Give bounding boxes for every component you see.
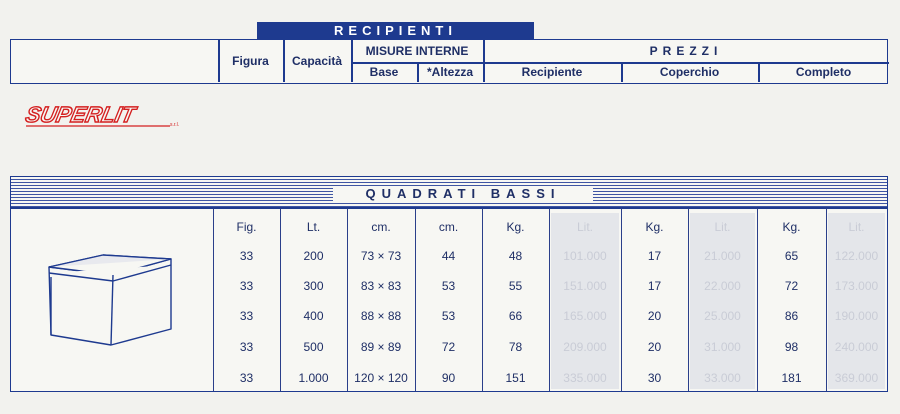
- table-cell: 20: [647, 340, 662, 354]
- header-coperchio: Coperchio: [659, 65, 720, 79]
- table-cell: 83 × 83: [360, 279, 402, 293]
- column-header: Kg.: [782, 220, 801, 234]
- header-capacita: Capacità: [291, 54, 343, 68]
- faded-price-column: [828, 213, 885, 389]
- table-cell: 44: [441, 249, 456, 263]
- table-cell: 72: [784, 279, 799, 293]
- table-cell: 33: [239, 309, 254, 323]
- column-header: cm.: [371, 220, 391, 234]
- table-cell: 209.000: [563, 340, 607, 354]
- table-cell: 90: [441, 371, 456, 385]
- table-cell: 33: [239, 340, 254, 354]
- column-header: Kg.: [645, 220, 664, 234]
- table-cell: 53: [441, 279, 456, 293]
- header-base: Base: [369, 65, 399, 79]
- table-cell: 369.000: [834, 371, 879, 385]
- table-cell: 98: [784, 340, 799, 354]
- table-cell: 65: [784, 249, 799, 263]
- table-cell: 240.000: [834, 340, 879, 354]
- table-cell: 400: [303, 309, 324, 323]
- table-cell: 25.000: [704, 309, 741, 323]
- table-cell: 151.000: [563, 279, 607, 293]
- column-header: Lit.: [848, 220, 865, 234]
- table-cell: 17: [647, 279, 662, 293]
- superlit-logo: [20, 96, 190, 132]
- faded-price-column: [551, 213, 619, 389]
- table-cell: 300: [303, 279, 324, 293]
- column-header: cm.: [438, 220, 459, 234]
- logo-wordmark: SUPERLIT: [23, 102, 138, 127]
- header-completo: Completo: [795, 65, 852, 79]
- table-cell: 73 × 73: [360, 249, 402, 263]
- table-cell: 20: [647, 309, 662, 323]
- table-cell: 33: [239, 371, 254, 385]
- column-header: Lt.: [306, 220, 321, 234]
- table-cell: 33: [239, 249, 254, 263]
- table-cell: 335.000: [563, 371, 607, 385]
- table-cell: 190.000: [834, 309, 879, 323]
- column-header: Kg.: [506, 220, 525, 234]
- table-cell: 120 × 120: [354, 371, 408, 385]
- column-header: Fig.: [236, 220, 257, 234]
- recipienti-title: RECIPIENTI: [257, 22, 534, 39]
- table-cell: 22.000: [704, 279, 741, 293]
- square-container-illustration: [41, 247, 191, 357]
- table-cell: 1.000: [298, 371, 329, 385]
- table-cell: 17: [647, 249, 662, 263]
- table-cell: 31.000: [704, 340, 741, 354]
- column-header: Lit.: [714, 220, 731, 234]
- table-cell: 151: [505, 371, 526, 385]
- table-cell: 173.000: [834, 279, 879, 293]
- table-cell: 53: [441, 309, 456, 323]
- header-altezza: *Altezza: [426, 65, 473, 79]
- header-prezzi: PREZZI: [649, 44, 723, 58]
- table-cell: 21.000: [704, 249, 741, 263]
- header-figura: Figura: [232, 54, 269, 68]
- table-cell: 165.000: [563, 309, 607, 323]
- column-header: Lit.: [576, 220, 593, 234]
- table-cell: 30: [647, 371, 662, 385]
- table-cell: 89 × 89: [360, 340, 402, 354]
- table-cell: 33: [239, 279, 254, 293]
- header-table: [10, 39, 888, 84]
- table-cell: 72: [441, 340, 456, 354]
- header-misure-interne: MISURE INTERNE: [365, 44, 469, 58]
- table-cell: 101.000: [563, 249, 607, 263]
- logo-suffix: s.r.l.: [170, 122, 180, 128]
- table-cell: 33.000: [704, 371, 741, 385]
- faded-price-column: [690, 213, 755, 389]
- quadrati-bassi-panel: [10, 176, 888, 392]
- table-cell: 181: [781, 371, 802, 385]
- table-cell: 500: [303, 340, 324, 354]
- table-cell: 86: [784, 309, 799, 323]
- table-cell: 48: [508, 249, 523, 263]
- table-cell: 88 × 88: [360, 309, 402, 323]
- table-cell: 78: [508, 340, 523, 354]
- table-cell: 55: [508, 279, 523, 293]
- header-recipiente: Recipiente: [521, 65, 583, 79]
- section-title: QUADRATI BASSI: [333, 187, 593, 201]
- table-cell: 66: [508, 309, 523, 323]
- table-cell: 200: [303, 249, 324, 263]
- table-cell: 122.000: [834, 249, 879, 263]
